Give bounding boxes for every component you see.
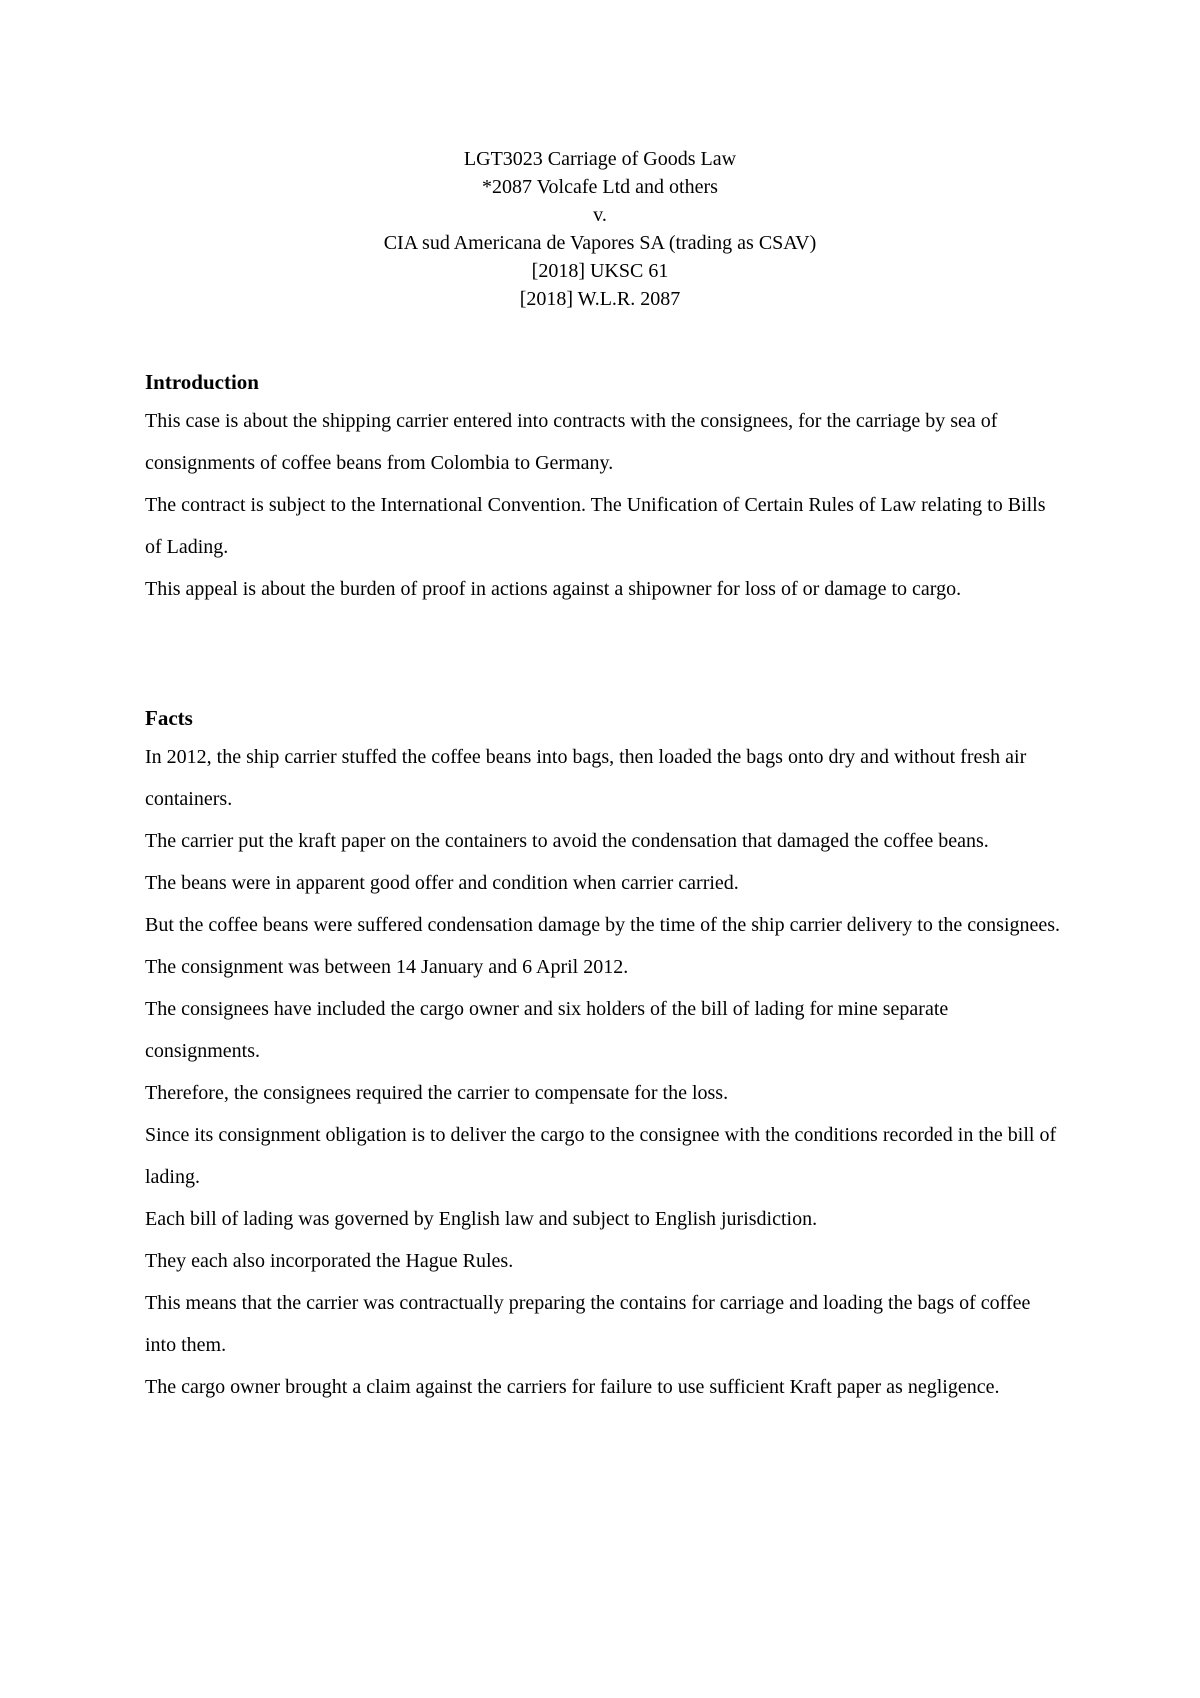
- course-title: LGT3023 Carriage of Goods Law: [463, 148, 737, 170]
- paragraph: Since its consignment obligation is to deliver the cargo to the consignee with the conditions recorded in the bill of lading.: [145, 1124, 1057, 1188]
- case-party-defendant: CIA sud Americana de Vapores SA (trading as CSAV): [383, 232, 817, 254]
- paragraph: The consignees have included the cargo owner and six holders of the bill of lading for mine separate consignments.: [145, 998, 949, 1062]
- facts-section: [145, 704, 1065, 1408]
- facts-heading: Facts: [145, 706, 193, 730]
- paragraph: This case is about the shipping carrier entered into contracts with the consignees, for the carriage by sea of consignments of coffee beans from Colombia to Germany.: [145, 410, 998, 474]
- paragraph: The consignment was between 14 January and 6 April 2012.: [145, 956, 629, 978]
- introduction-section: [145, 368, 1065, 610]
- paragraph: The carrier put the kraft paper on the containers to avoid the condensation that damaged the coffee beans.: [145, 830, 989, 852]
- paragraph: This means that the carrier was contractually preparing the contains for carriage and loading the bags of coffee into them.: [145, 1292, 1031, 1356]
- paragraph: They each also incorporated the Hague Rules.: [145, 1250, 514, 1272]
- case-citation-uksc: [2018] UKSC 61: [531, 260, 669, 282]
- case-versus: v.: [593, 204, 607, 226]
- paragraph: The beans were in apparent good offer and condition when carrier carried.: [145, 872, 739, 894]
- case-citation-wlr: [2018] W.L.R. 2087: [519, 288, 681, 310]
- paragraph: This appeal is about the burden of proof in actions against a shipowner for loss of or damage to cargo.: [145, 578, 962, 600]
- case-party-claimant: *2087 Volcafe Ltd and others: [482, 176, 718, 198]
- paragraph: But the coffee beans were suffered condensation damage by the time of the ship carrier delivery to the consignees.: [145, 914, 1061, 936]
- paragraph: In 2012, the ship carrier stuffed the coffee beans into bags, then loaded the bags onto dry and without fresh air containers.: [145, 746, 1027, 810]
- paragraph: Each bill of lading was governed by English law and subject to English jurisdiction.: [145, 1208, 818, 1230]
- paragraph: The cargo owner brought a claim against the carriers for failure to use sufficient Kraft paper as negligence.: [145, 1376, 1000, 1398]
- paragraph: The contract is subject to the International Convention. The Unification of Certain Rules of Law relating to Bills of Lading.: [145, 494, 1046, 558]
- introduction-heading: Introduction: [145, 370, 259, 394]
- paragraph: Therefore, the consignees required the carrier to compensate for the loss.: [145, 1082, 729, 1104]
- case-header: [0, 145, 1200, 313]
